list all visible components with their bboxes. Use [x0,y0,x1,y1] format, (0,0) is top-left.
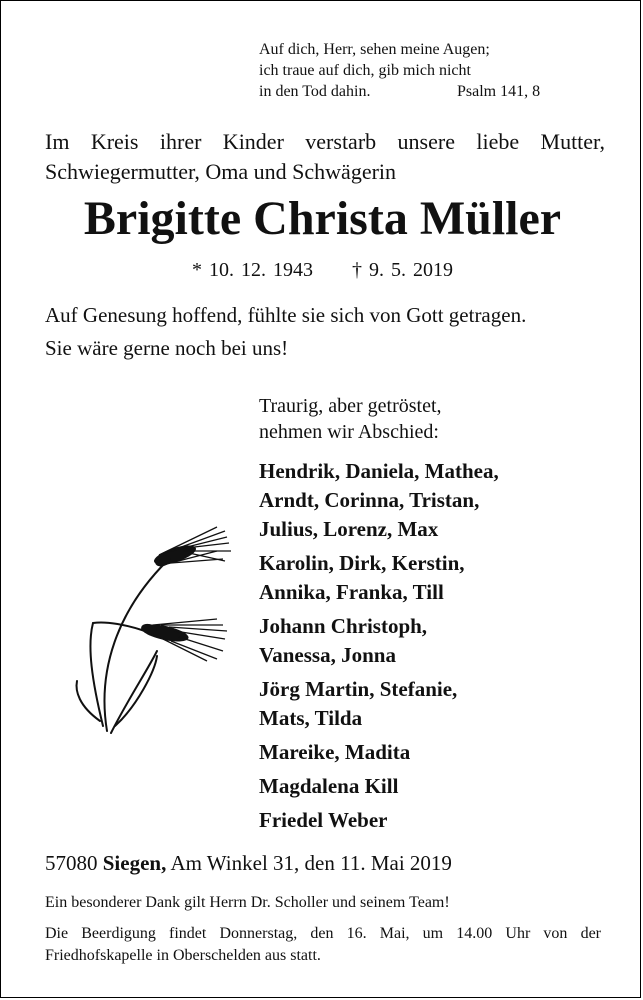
psalm-reference: Psalm 141, 8 [457,83,541,100]
family-line: Mareike, Madita [259,740,411,764]
family-group-7 [259,806,499,835]
family-line: Friedel Weber [259,808,388,832]
family-group-2 [259,549,499,607]
family-group-5 [259,738,499,767]
family-line: Karolin, Dirk, Kerstin, [259,551,465,575]
city: Siegen, [102,851,167,875]
mourning-line-1: Traurig, aber getröstet, [259,395,442,417]
family-group-3 [259,612,499,670]
quote-line-2: Sie wäre gerne noch bei uns! [45,336,289,360]
family-line: Arndt, Corinna, Tristan, [259,488,480,512]
birth-date: * 10. 12. 1943 [192,259,313,281]
psalm-line-2: ich traue auf dich, gib mich nicht [259,62,471,79]
family-group-4 [259,675,499,733]
thanks-text: Ein besonderer Dank gilt Herrn Dr. Scholler und seinem Team! [45,894,450,911]
family-line: Mats, Tilda [259,706,363,730]
address-date: Am Winkel 31, den 11. Mai 2019 [170,851,452,875]
family-line: Vanessa, Jonna [259,643,396,667]
psalm-verse [259,39,569,102]
family-line: Magdalena Kill [259,774,399,798]
family-group-6 [259,772,499,801]
funeral-notice: Die Beerdigung findet Donnerstag, den 16. Mai, um 14.00 Uhr von der Friedhofskapelle in Oberschelden aus statt. [45,925,601,964]
zip-code: 57080 [45,851,98,875]
psalm-line-3 [259,81,569,102]
life-dates [1,259,643,282]
family-list [259,457,499,840]
family-line: Johann Christoph, [259,614,428,638]
intro-text: Im Kreis ihrer Kinder verstarb unsere liebe Mutter, Schwiegermutter, Oma und Schwägerin [45,129,605,184]
family-line: Hendrik, Daniela, Mathea, [259,459,499,483]
mourning-text [259,393,442,445]
death-date: † 9. 5. 2019 [352,259,453,281]
family-group-1 [259,457,499,544]
quote-line-1: Auf Genesung hoffend, fühlte sie sich von Gott getragen. [45,303,527,327]
place-date-line [45,851,452,876]
mourning-line-2: nehmen wir Abschied: [259,421,439,443]
deceased-name: Brigitte Christa Müller [83,192,562,245]
family-line: Julius, Lorenz, Max [259,517,439,541]
family-line: Jörg Martin, Stefanie, [259,677,458,701]
psalm-line-1: Auf dich, Herr, sehen meine Augen; [259,41,490,58]
quote-text [45,299,615,365]
family-line: Annika, Franka, Till [259,580,444,604]
wheat-ears-icon [67,521,235,741]
psalm-line-3-text: in den Tod dahin. [259,83,371,100]
